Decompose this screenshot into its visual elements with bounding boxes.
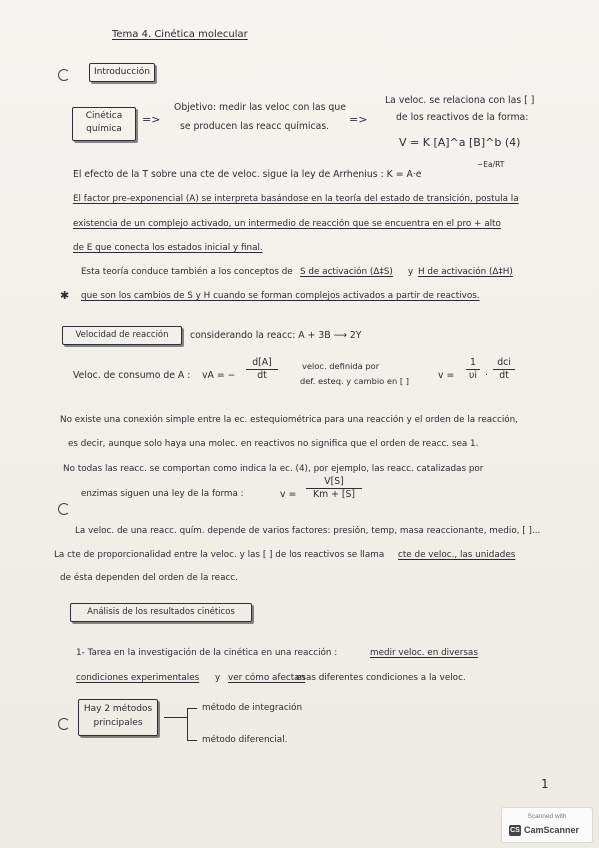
definida-line2: def. esteq. y cambio en [ ] [300, 376, 409, 386]
vgen-num2: dci [497, 357, 511, 368]
vgen-fraction-2 [493, 358, 515, 381]
para4-line1: No todas las reacc. se comportan como indica la ec. (4), por ejemplo, las reacc. catalizadas por [63, 464, 484, 474]
para3-line2: es decir, aunque solo haya una molec. en reactivos no significa que el orden de reacc. sea 1. [68, 439, 479, 449]
para1-line1: El factor pre-exponencial (A) se interpreta basándose en la teoría del estado de transición, postula la [73, 194, 519, 204]
bracket-top-arm [187, 708, 197, 709]
arrhenius-exponent: −Ea/RT [477, 160, 505, 169]
para2-line2: que son los cambios de S y H cuando se forman complejos activados a partir de reactivos. [81, 291, 480, 301]
metodos-line2: principales [93, 718, 143, 728]
para5-line2a: La cte de proporcionalidad entre la veloc. y las [ ] de los reactivos se llama [54, 550, 385, 560]
tarea-line2b: y [215, 673, 221, 683]
tarea-line2c: ver cómo afectan [228, 673, 306, 683]
enzyme-den: Km + [S] [312, 488, 355, 500]
para1-line3: de E que conecta los estados inicial y final. [73, 243, 263, 253]
para4-line2: enzimas siguen una ley de la forma : [81, 489, 244, 499]
para5-line2b: cte de veloc., las unidades [398, 550, 516, 560]
margin-bullet-icon [58, 69, 70, 81]
para2-line1a: Esta teoría conduce también a los conceptos de [81, 267, 293, 277]
metodos-line1: Hay 2 métodos [83, 704, 153, 714]
tarea-line1a: 1- Tarea en la investigación de la cinética en una reacción : [76, 648, 338, 658]
page-number: 1 [541, 777, 549, 791]
vgen-v: v = [438, 370, 455, 381]
tarea-line2a: condiciones experimentales [76, 673, 200, 683]
metodos-box [78, 699, 158, 736]
consumo-num: d[A] [252, 357, 272, 368]
consumo-va: vA = − [202, 370, 236, 381]
metodo-2: método diferencial. [202, 735, 288, 745]
intro-label: Introducción [94, 67, 150, 77]
vgen-den1: υi [469, 369, 477, 381]
page-title: Tema 4. Cinética molecular [112, 29, 248, 40]
camscanner-watermark [501, 807, 593, 843]
consumo-fraction [246, 358, 278, 381]
camscanner-logo-icon: CS [510, 827, 520, 834]
cinetica-box [72, 107, 136, 141]
para2-line1b: S de activación (Δ‡S) [300, 267, 393, 277]
intro-box [89, 63, 155, 82]
margin-bullet-icon-3 [58, 718, 70, 730]
para4-v: v = [280, 489, 297, 500]
bracket-vertical [187, 708, 188, 741]
bracket-bottom-arm [187, 740, 197, 741]
rate-law: V = K [A]^a [B]^b (4) [399, 136, 521, 149]
arrhenius-text: El efecto de la T sobre una cte de veloc. sigue la ley de Arrhenius : K = A·e [73, 169, 422, 180]
cinetica-line1: Cinética [85, 111, 123, 121]
arrow-1: => [142, 113, 161, 126]
para2-line1c: y [408, 267, 414, 277]
vgen-den2: dt [499, 369, 509, 381]
veloc-rel-line2: de los reactivos de la forma: [396, 112, 529, 123]
cinetica-line2: química [86, 124, 122, 134]
vgen-dot: · [485, 370, 488, 381]
scanned-with-text: Scanned with [527, 813, 567, 820]
definida-line1: veloc. definida por [302, 361, 380, 371]
margin-bullet-icon-2 [58, 503, 70, 515]
metodo-1: método de integración [202, 703, 303, 713]
bracket-horizontal [164, 717, 187, 718]
tarea-line1b: medir veloc. en diversas [370, 648, 478, 658]
enzyme-fraction [306, 477, 362, 500]
velocidad-box [62, 326, 182, 345]
para5-line1: La veloc. de una reacc. quím. depende de varios factores: presión, temp, masa reaccionante, medio, [ ]... [75, 526, 541, 536]
considerando-text: considerando la reacc: A + 3B ⟶ 2Y [190, 330, 362, 341]
analisis-label: Análisis de los resultados cinéticos [87, 607, 235, 617]
consumo-den: dt [257, 369, 267, 381]
objetivo-line2: se producen las reacc químicas. [180, 121, 330, 132]
vgen-num1: 1 [470, 357, 476, 368]
arrow-2: => [349, 113, 368, 126]
para3-line1: No existe una conexión simple entre la ec. estequiométrica para una reacción y el orden de la reacción, [60, 415, 519, 425]
vgen-fraction-1 [466, 358, 480, 381]
tarea-line2d: esas diferentes condiciones a la veloc. [296, 673, 466, 683]
camscanner-name: CamScanner [524, 825, 580, 835]
veloc-rel-line1: La veloc. se relaciona con las [ ] [385, 95, 535, 106]
para1-line2: existencia de un complejo activado, un intermedio de reacción que se encuentra en el pro + alto [73, 219, 501, 229]
para2-line1d: H de activación (Δ‡H) [418, 267, 513, 277]
star-bullet: ✱ [60, 289, 70, 302]
analisis-box [70, 603, 252, 622]
consumo-label: Veloc. de consumo de A : [73, 370, 191, 381]
velocidad-label: Velocidad de reacción [75, 330, 169, 340]
enzyme-num: V[S] [324, 476, 344, 487]
objetivo-line1: Objetivo: medir las veloc con las que [174, 102, 346, 113]
para5-line3: de ésta dependen del orden de la reacc. [60, 573, 238, 583]
